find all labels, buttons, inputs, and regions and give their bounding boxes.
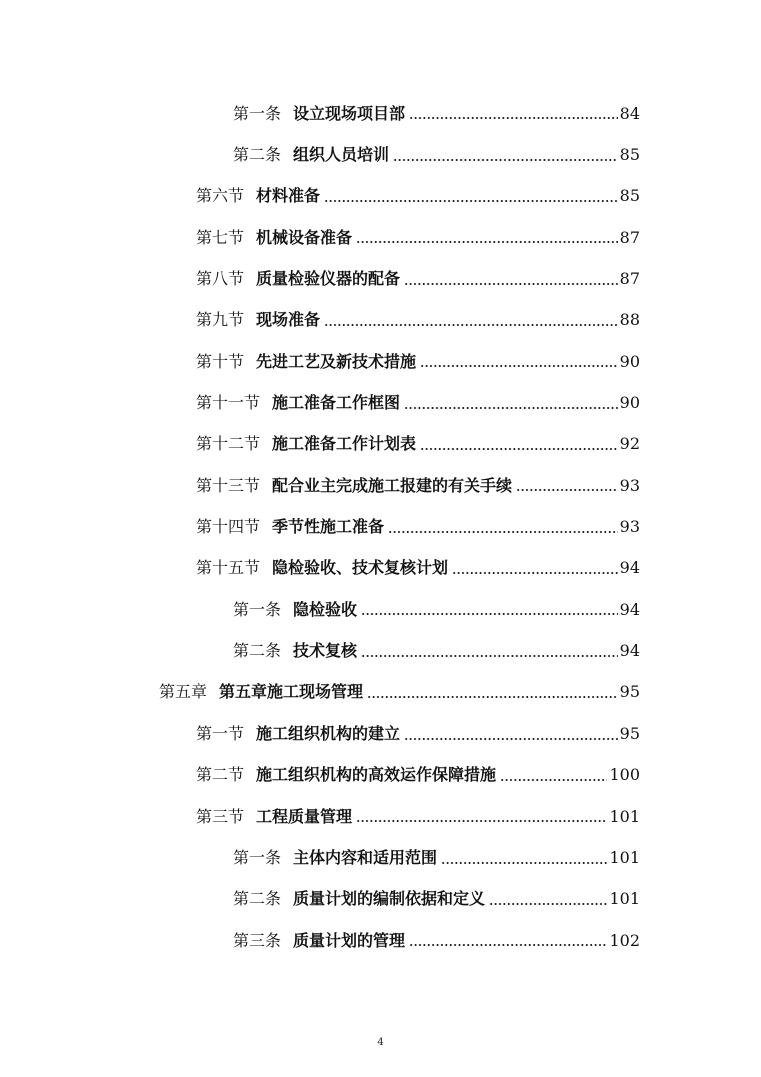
toc-dot-leader: [452, 572, 618, 574]
toc-entry-title: 质量计划的编制依据和定义: [293, 889, 486, 909]
toc-entry-title: 隐检验收: [293, 599, 358, 619]
toc-entry-label: 第一条: [233, 103, 282, 123]
toc-entry-label: 第二条: [233, 145, 282, 165]
toc-dot-leader: [388, 531, 618, 533]
toc-dot-leader: [420, 448, 618, 450]
toc-entry-page-number: 94: [619, 558, 640, 578]
toc-entry-title: 施工组织机构的高效运作保障措施: [256, 765, 497, 785]
toc-dot-leader: [393, 159, 618, 161]
toc-entry-title: 先进工艺及新技术措施: [256, 351, 417, 371]
toc-entry-page-number: 95: [619, 723, 640, 743]
toc-entry-title: 主体内容和适用范围: [293, 847, 438, 867]
toc-entry-label: 第七节: [196, 227, 245, 247]
toc-entry-page-number: 95: [619, 682, 640, 702]
toc-entry-label: 第一节: [196, 723, 245, 743]
toc-entry-label: 第三节: [196, 806, 245, 826]
toc-entry-page-number: 94: [619, 641, 640, 661]
toc-dot-leader: [324, 200, 618, 202]
toc-entry-label: 第一条: [233, 599, 282, 619]
toc-entry[interactable]: [0, 713, 640, 754]
toc-dot-leader: [409, 944, 607, 946]
toc-dot-leader: [516, 489, 618, 491]
toc-dot-leader: [367, 696, 618, 698]
table-of-contents: [0, 93, 761, 961]
toc-entry-page-number: 87: [619, 269, 640, 289]
toc-entry-title: 质量计划的管理: [293, 930, 406, 950]
toc-entry[interactable]: [0, 258, 640, 299]
toc-entry-title: 机械设备准备: [256, 227, 353, 247]
toc-entry[interactable]: [0, 920, 640, 961]
toc-entry-title: 施工准备工作框图: [272, 393, 401, 413]
toc-entry-label: 第十二节: [196, 434, 261, 454]
toc-entry-page-number: 94: [619, 599, 640, 619]
toc-entry-title: 技术复核: [293, 641, 358, 661]
toc-entry-label: 第二节: [196, 765, 245, 785]
toc-entry-label: 第十一节: [196, 393, 261, 413]
toc-dot-leader: [409, 117, 618, 119]
toc-entry[interactable]: [0, 837, 640, 878]
toc-entry-label: 第五章: [159, 682, 208, 702]
toc-entry-label: 第十节: [196, 351, 245, 371]
toc-entry-page-number: 100: [609, 765, 640, 785]
toc-entry-page-number: 90: [619, 351, 640, 371]
toc-entry-title: 现场准备: [256, 310, 321, 330]
toc-entry-title: 季节性施工准备: [272, 517, 385, 537]
toc-entry[interactable]: [0, 548, 640, 589]
toc-entry-page-number: 101: [609, 847, 640, 867]
toc-entry-title: 工程质量管理: [256, 806, 353, 826]
toc-entry-page-number: 85: [619, 186, 640, 206]
toc-entry[interactable]: [0, 879, 640, 920]
toc-entry[interactable]: [0, 300, 640, 341]
toc-entry-page-number: 102: [609, 930, 640, 950]
toc-dot-leader: [500, 779, 607, 781]
toc-entry[interactable]: [0, 465, 640, 506]
toc-dot-leader: [404, 407, 618, 409]
toc-entry-page-number: 92: [619, 434, 640, 454]
toc-entry[interactable]: [0, 755, 640, 796]
toc-entry-title: 第五章施工现场管理: [219, 682, 364, 702]
toc-entry-label: 第十三节: [196, 475, 261, 495]
toc-dot-leader: [420, 365, 618, 367]
toc-entry-page-number: 88: [619, 310, 640, 330]
toc-entry-label: 第十五节: [196, 558, 261, 578]
toc-entry[interactable]: [0, 589, 640, 630]
toc-entry[interactable]: [0, 672, 640, 713]
toc-entry-page-number: 101: [609, 889, 640, 909]
toc-dot-leader: [361, 655, 618, 657]
toc-entry[interactable]: [0, 341, 640, 382]
toc-entry-title: 组织人员培训: [293, 145, 390, 165]
toc-dot-leader: [356, 820, 607, 822]
toc-entry-title: 配合业主完成施工报建的有关手续: [272, 475, 513, 495]
toc-entry-label: 第一条: [233, 847, 282, 867]
toc-entry-page-number: 93: [619, 517, 640, 537]
toc-entry[interactable]: [0, 506, 640, 547]
toc-entry-label: 第九节: [196, 310, 245, 330]
toc-entry-title: 施工组织机构的建立: [256, 723, 401, 743]
toc-dot-leader: [361, 613, 618, 615]
toc-entry-title: 材料准备: [256, 186, 321, 206]
toc-entry[interactable]: [0, 134, 640, 175]
toc-entry-page-number: 85: [619, 145, 640, 165]
toc-dot-leader: [404, 283, 618, 285]
toc-dot-leader: [404, 738, 618, 740]
toc-dot-leader: [324, 324, 618, 326]
toc-entry-page-number: 101: [609, 806, 640, 826]
toc-entry[interactable]: [0, 217, 640, 258]
toc-entry[interactable]: [0, 93, 640, 134]
toc-entry-label: 第十四节: [196, 517, 261, 537]
toc-entry-label: 第三条: [233, 930, 282, 950]
page-number: 4: [377, 1037, 384, 1048]
toc-entry-label: 第八节: [196, 269, 245, 289]
toc-entry-page-number: 87: [619, 227, 640, 247]
toc-entry[interactable]: [0, 382, 640, 423]
toc-entry[interactable]: [0, 796, 640, 837]
toc-entry-title: 设立现场项目部: [293, 103, 406, 123]
toc-entry-title: 质量检验仪器的配备: [256, 269, 401, 289]
toc-entry-page-number: 93: [619, 475, 640, 495]
toc-entry-title: 施工准备工作计划表: [272, 434, 417, 454]
toc-entry[interactable]: [0, 630, 640, 671]
toc-entry-title: 隐检验收、技术复核计划: [272, 558, 449, 578]
toc-entry-page-number: 90: [619, 393, 640, 413]
toc-entry-label: 第六节: [196, 186, 245, 206]
toc-entry-label: 第二条: [233, 889, 282, 909]
toc-dot-leader: [489, 903, 607, 905]
toc-dot-leader: [356, 241, 618, 243]
toc-entry[interactable]: [0, 176, 640, 217]
toc-dot-leader: [441, 862, 607, 864]
toc-entry[interactable]: [0, 424, 640, 465]
toc-entry-page-number: 84: [619, 103, 640, 123]
toc-entry-label: 第二条: [233, 641, 282, 661]
